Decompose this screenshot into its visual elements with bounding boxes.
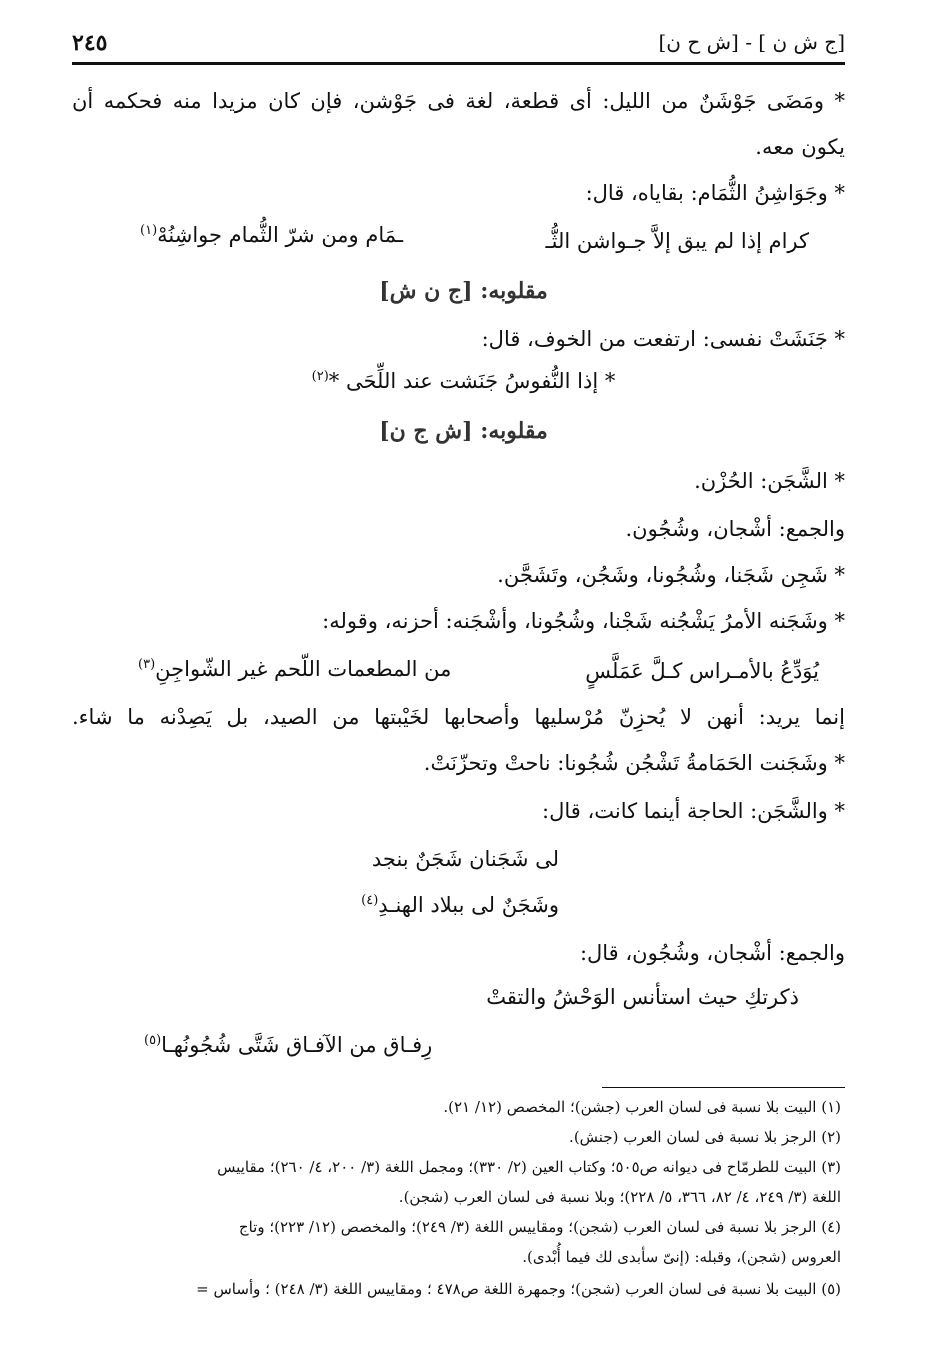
footnote-ref: (٢) (311, 369, 329, 384)
header-rule (72, 62, 845, 65)
entry-line: * والشَّجَن: الحاجة أينما كانت، قال: (542, 799, 845, 823)
verse-line: * إذا النُّفوسُ جَنَشت عند اللِّحَى *$^{(٢)}$ (311, 369, 616, 393)
entry-line: * وشَجَنت الحَمَامةُ تَشْجُن شُجُونا: ناحتْ وتحزّنَتْ. (423, 751, 845, 775)
verse-line: وشَجَنٌ لى ببلاد الهنـدِ$^{(٤)}$ (361, 893, 559, 917)
footnote-ref: (١) (140, 223, 158, 238)
verse-hemistich: كرام إذا لم يبق إلاَّ جـواشن الثُّـ (545, 229, 809, 253)
entry-line: والجمع: أشْجان، وشُجُون، قال: (579, 941, 845, 965)
verse-hemistich: من المطعمات اللّحم غير الشّواجِنِ$^{(٣)}$ (138, 657, 452, 681)
footnote-ref: (٤) (361, 893, 379, 908)
footnote: (٣) البيت للطرمّاح فى ديوانه ص٥٠٥؛ وكتاب العين (٢/ ٣٣٠)؛ ومجمل اللغة (٣/ ٢٠٠، ٤/ ٢٦٠)؛ مقاييس (217, 1158, 841, 1176)
footnote: (٥) البيت بلا نسبة فى لسان العرب (شجن)؛ وجمهرة اللغة ص٤٧٨ ؛ ومقاييس اللغة (٣/ ٢٤٨) ؛ وأساس = (196, 1280, 841, 1298)
entry-line: * الشَّجَن: الحُزْن. (694, 469, 845, 493)
footnote-rule (602, 1087, 845, 1088)
verse-line: رِفـاق من الآفـاق شَتَّى شُجُونُهـا$^{(٥)}$ (144, 1033, 433, 1057)
verse-line: ذكرتكِ حيث استأنس الوَحْشُ والتقتْ (486, 985, 799, 1009)
entry-line: * وشَجَنه الأمرُ يَشْجُنه شَجْنا، وشُجُونا، وأشْجَنه: أحزنه، وقوله: (322, 609, 845, 633)
section-heading: مقلوبه: [ش ج ن] (379, 418, 548, 444)
page-number: ٢٤٥ (72, 30, 108, 56)
footnote: اللغة (٣/ ٢٤٩، ٤/ ٨٢، ٣٦٦، ٥/ ٢٢٨)؛ وبلا نسبة فى لسان العرب (شجن). (398, 1188, 841, 1206)
footnote-ref: (٥) (144, 1033, 162, 1048)
entry-line: * وجَوَاشِنُ الثُّمَام: بقاياه، قال: (585, 181, 845, 205)
entry-line: يكون معه. (755, 135, 845, 159)
verse-line: لى شَجَنان شَجَنٌ بنجد (371, 847, 559, 871)
entry-line: * شَجِن شَجَنا، وشُجُونا، وشَجُن، وتَشَجَّن. (497, 563, 845, 587)
entry-line: إنما يريد: أنهن لا يُحزِنّ مُرْسليها وأصحابها لخَيْبتها من الصيد، بل يَصِدْنه ما شاء. (72, 705, 845, 729)
footnote: (١) البيت بلا نسبة فى لسان العرب (جشن)؛ المخصص (١٢/ ٢١). (443, 1098, 841, 1116)
footnote-ref: (٣) (138, 657, 156, 672)
footnote: (٤) الرجز بلا نسبة فى لسان العرب (شجن)؛ ومقاييس اللغة (٣/ ٢٤٩)؛ والمخصص (١٢/ ٢٢٣)؛ وتاج (238, 1218, 841, 1236)
entry-line: * جَنَشَتْ نفسى: ارتفعت من الخوف، قال: (481, 327, 845, 351)
verse-hemistich: يُوَدِّعُ بالأمـراس كـلَّ عَمَلَّسٍ (585, 659, 819, 683)
verse-hemistich: ـمَام ومن شرّ الثُّمام جواشِنُهْ$^{(١)}$ (140, 223, 404, 247)
section-heading: مقلوبه: [ج ن ش] (379, 278, 548, 304)
entry-line: * ومَضَى جَوْشَنٌ من الليل: أى قطعة، لغة فى جَوْشن، فإن كان مزيدا منه فحكمه أن (72, 89, 845, 113)
entry-line: والجمع: أشْجان، وشُجُون. (625, 517, 845, 541)
running-title: [ج ش ن ] - [ش ح ن] (658, 30, 845, 54)
footnote: (٢) الرجز بلا نسبة فى لسان العرب (جنش). (569, 1128, 841, 1146)
page-header (72, 22, 845, 62)
footnote: العروس (شجن)، وقبله: (إنىّ سأبدى لك فيما أُبْدى). (522, 1248, 841, 1266)
